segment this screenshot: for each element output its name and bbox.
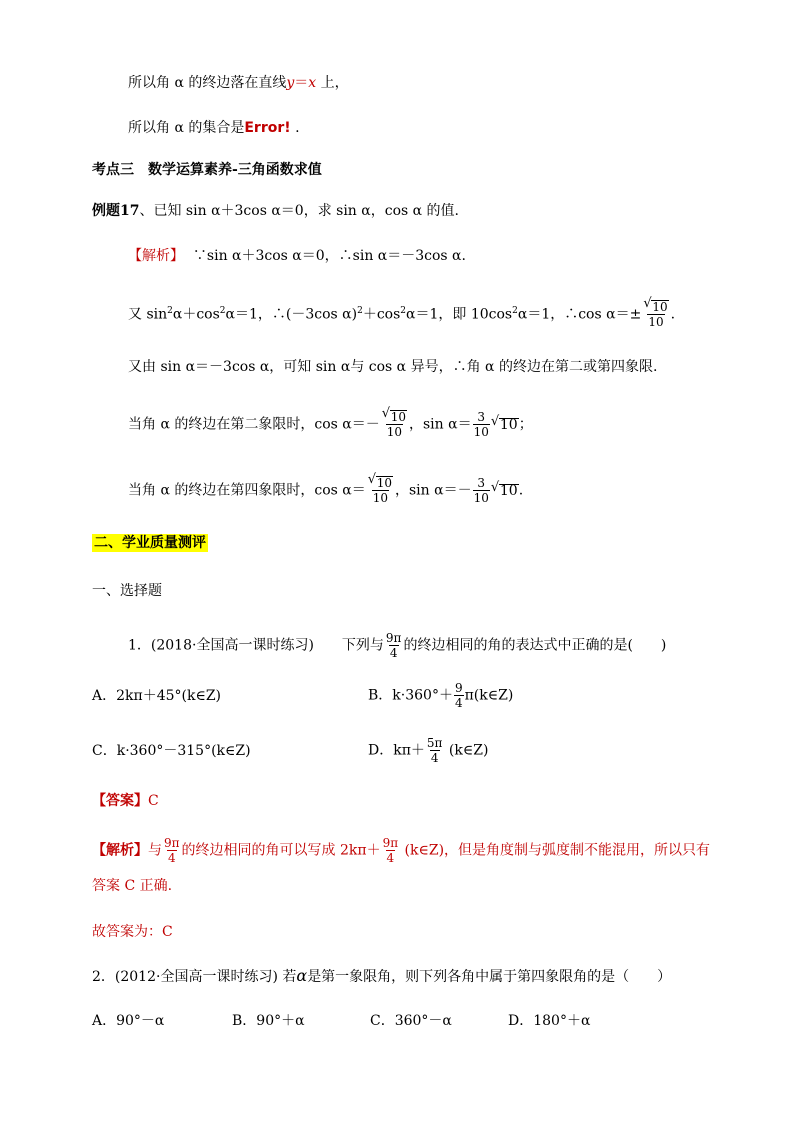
text-span: 又 sin [128,306,168,323]
sqrt-radicand: 10 [376,476,392,490]
superscript: 2 [219,305,226,316]
text-span: . [518,482,524,499]
solution-line-1 [128,246,466,266]
question-text: 2．(2012·全国高一课时练习) 若 [92,969,297,985]
superscript: 2 [512,305,518,316]
option-text: π(k∈Z) [464,687,514,704]
answer-value: C [148,793,159,809]
option-d [368,736,488,765]
error-text: Error! [244,120,291,136]
solution-line-2 [128,300,675,329]
text-span: 所以角 α 的集合是 [128,120,245,136]
fraction-numerator: 9π [385,631,402,645]
question-text: 1．(2018·全国高一课时练习) 下列与 [128,637,384,654]
fraction [473,410,490,439]
fraction [426,736,444,765]
q2-option-c: C．360°－α [370,1013,452,1029]
fraction-numerator: 5π [426,736,443,750]
text-span: α＝1，∴(－3cos α) [225,306,358,323]
superscript: 2 [357,305,363,316]
text-span: . [290,120,300,136]
example-17 [92,201,459,221]
fraction-denominator: 10 [473,491,489,505]
fraction [381,410,408,439]
answer-line [92,791,159,811]
math-y: y [286,75,295,91]
question-2 [92,966,671,987]
explanation-text: 的终边相同的角可以写成 2kπ＋ [181,842,381,859]
sqrt-radicand: 10 [499,416,518,433]
solution-line-3: 又由 sin α＝－3cos α，可知 sin α与 cos α 异号，∴角 α 的终边在第二或第四象限. [128,359,658,375]
explanation-text: (k∈Z)，但是角度制与弧度制不能混用，所以只有 [400,842,711,859]
fraction-denominator: 10 [372,491,388,505]
solution-text: ∵sin α＋3cos α＝0，∴sin α＝－3cos α. [192,248,466,264]
example-label: 例题17 [92,203,140,219]
text-span: α＝1，∴cos α＝± [517,306,642,323]
solution-label: 【解析】 [128,248,184,264]
fraction-denominator: 4 [389,646,398,660]
text-span: 当角 α 的终边在第二象限时，cos α＝－ [128,416,380,433]
text-span: ，sin α＝ [409,416,472,433]
text-line-2 [128,118,300,138]
fraction [382,836,400,865]
question-text: 是第一象限角，则下列各角中属于第四象限角的是（ ） [307,969,672,985]
sqrt-radicand: 10 [390,410,406,424]
text-span: ； [518,416,533,433]
text-span: ，sin α＝－ [395,482,472,499]
highlighted-heading: 二、学业质量测评 [94,535,206,551]
fraction-denominator: 10 [473,425,489,439]
option-c: C．k·360°－315°(k∈Z) [92,743,251,759]
answer-label: 【答案】 [92,793,148,809]
fraction-numerator: 3 [477,476,486,490]
option-b [368,681,513,710]
fraction-denominator: 4 [454,696,463,710]
option-a: A．2kπ＋45°(k∈Z) [92,688,222,704]
fraction-denominator: 4 [167,851,176,865]
q2-option-b: B．90°＋α [232,1013,305,1029]
fraction [385,631,403,660]
sqrt-radicand: 10 [652,300,668,314]
final-answer: 故答案为：C [92,924,173,940]
example-text: 、已知 sin α＋3cos α＝0，求 sin α，cos α 的值. [139,203,459,219]
text-span: 上， [316,75,349,91]
section-heading-2 [92,533,208,553]
fraction-denominator: 4 [430,751,439,765]
part-heading: 一、选择题 [92,583,162,599]
question-text: 的终边相同的角的表达式中正确的是( ) [403,637,667,654]
q2-option-a: A．90°－α [92,1013,165,1029]
superscript: 2 [400,305,407,316]
text-line-1 [128,73,349,93]
text-span: ＋cos [362,306,401,323]
fraction-numerator: 9π [164,836,180,850]
math-alpha: α [296,966,308,985]
solution-line-5 [128,476,523,505]
option-text: (k∈Z) [444,742,489,759]
option-text: D．kπ＋ [368,742,425,759]
math-equals: ＝ [294,75,309,91]
sqrt-radicand: 10 [499,482,518,499]
question-1 [128,631,666,660]
text-span: 所以角 α 的终边落在直线 [128,75,287,91]
fraction [367,476,394,505]
fraction-numerator: 9 [454,681,463,695]
explanation-label: 【解析】 [92,842,148,859]
fraction [473,476,490,505]
explanation-line-1 [92,836,710,865]
fraction-numerator: 9π [382,836,399,850]
section-heading-3: 考点三 数学运算素养-三角函数求值 [92,162,322,178]
explanation-line-2: 答案 C 正确. [92,878,173,894]
fraction-numerator: 3 [477,410,486,424]
text-span: α＋cos [172,306,220,323]
explanation-text: 与 [148,842,162,859]
solution-line-4 [128,410,533,439]
fraction [454,681,464,710]
text-span: . [670,306,676,323]
fraction-denominator: 10 [386,425,402,439]
option-text: B．k·360°＋ [368,687,453,704]
fraction [642,300,669,329]
text-span: 当角 α 的终边在第四象限时，cos α＝ [128,482,366,499]
fraction-denominator: 4 [386,851,395,865]
math-x: x [308,75,317,91]
q2-option-d: D．180°＋α [508,1013,591,1029]
fraction [163,836,181,865]
superscript: 2 [167,305,173,316]
text-span: α＝1，即 10cos [406,306,513,323]
fraction-denominator: 10 [648,315,664,329]
